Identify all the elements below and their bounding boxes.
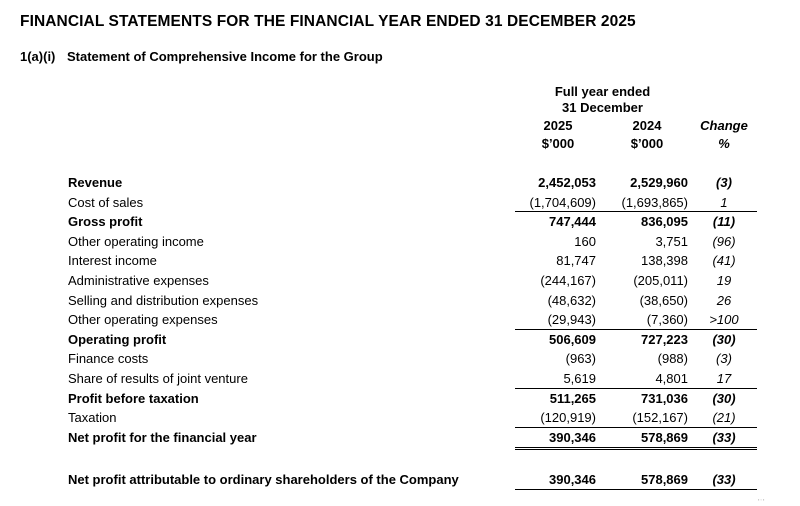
value-2024: 731,036 [641, 390, 688, 406]
row-label: Net profit for the financial year [68, 429, 257, 445]
value-change: (11) [712, 214, 736, 230]
section-number: 1(a)(i) [20, 49, 56, 64]
section-heading [20, 49, 383, 64]
table-row-share-of-jv [68, 369, 758, 389]
row-label: Gross profit [68, 214, 143, 230]
value-2025: (1,704,609) [529, 194, 596, 210]
value-2024: (205,011) [633, 273, 688, 288]
value-2025: 511,265 [549, 390, 596, 406]
value-2025: 2,452,053 [538, 175, 596, 190]
value-2025: (244,167) [540, 273, 596, 288]
value-change: (41) [712, 253, 736, 269]
value-2024: 138,398 [641, 253, 688, 269]
value-2024: 4,801 [655, 371, 688, 386]
subtotal-rule-profit-before-tax [515, 388, 757, 389]
value-change: (30) [712, 331, 736, 347]
row-label: Operating profit [68, 331, 167, 347]
row-label: Share of results of joint venture [68, 371, 248, 386]
table-row-finance-costs [68, 349, 758, 369]
value-2025: (48,632) [547, 292, 596, 308]
period-header-line1: Full year ended [554, 84, 651, 99]
value-2025: 390,346 [549, 429, 596, 445]
section-title: Statement of Comprehensive Income for the Group [67, 49, 383, 64]
total-rule-attributable [515, 489, 757, 490]
total-double-rule-net-profit [515, 447, 757, 450]
value-2024: 578,869 [641, 472, 688, 487]
value-2024: (1,693,865) [621, 194, 688, 210]
value-2024: (988) [657, 351, 688, 367]
table-row-operating-profit [68, 330, 758, 350]
unit-header-change: % [718, 136, 730, 151]
value-2025: 506,609 [549, 331, 596, 347]
value-2024: 2,529,960 [630, 175, 688, 190]
table-row-attributable [68, 470, 758, 490]
value-2024: (152,167) [632, 410, 688, 426]
row-label: Selling and distribution expenses [68, 292, 259, 308]
row-label: Other operating income [68, 233, 204, 249]
page-title: FINANCIAL STATEMENTS FOR THE FINANCIAL YEAR ENDED 31 DECEMBER 2025 [20, 13, 636, 30]
value-change: (33) [712, 429, 736, 445]
value-2025: (120,919) [540, 410, 596, 426]
row-label: Administrative expenses [68, 273, 209, 288]
row-label: Taxation [68, 410, 117, 426]
column-header-2025: 2025 [543, 118, 573, 133]
value-change: 19 [716, 273, 732, 288]
unit-header-2025: $’000 [541, 136, 575, 151]
table-row-administrative-expenses [68, 271, 758, 291]
value-2024: 727,223 [641, 331, 688, 347]
subtotal-rule-gross-profit [515, 211, 757, 212]
value-change: (21) [712, 410, 736, 426]
watermark: ▪ ▫ ▪ [758, 497, 765, 502]
table-row-cost-of-sales [68, 193, 758, 213]
table-row-net-profit [68, 428, 758, 448]
value-2025: 160 [574, 233, 596, 249]
value-change: (30) [712, 390, 736, 406]
column-header-change: Change [700, 118, 748, 133]
row-label: Profit before taxation [68, 390, 199, 406]
table-row-other-operating-expenses [68, 310, 758, 330]
value-2025: (29,943) [547, 312, 596, 328]
table-row-interest-income [68, 251, 758, 271]
row-label: Other operating expenses [68, 312, 218, 328]
table-row-other-operating-income [68, 232, 758, 252]
value-change: 17 [716, 371, 732, 386]
table-row-gross-profit [68, 212, 758, 232]
period-header [515, 84, 690, 116]
period-header-line2: 31 December [562, 100, 643, 115]
value-2024: (7,360) [646, 312, 688, 328]
value-change: >100 [709, 312, 739, 328]
row-label: Revenue [68, 175, 123, 190]
unit-header-2024: $’000 [630, 136, 664, 151]
value-2025: 747,444 [549, 214, 596, 230]
value-2025: 390,346 [549, 472, 596, 487]
table-row-selling-distribution-expenses [68, 291, 758, 311]
table-row-revenue [68, 173, 758, 193]
value-change: (33) [712, 472, 736, 487]
value-change: 1 [720, 194, 728, 210]
value-2025: 5,619 [563, 371, 596, 386]
value-change: (3) [716, 351, 732, 367]
value-change: (3) [716, 175, 732, 190]
table-row-taxation [68, 408, 758, 428]
subtotal-rule-operating-profit [515, 329, 757, 330]
value-change: (96) [712, 233, 736, 249]
value-change: 26 [716, 292, 732, 308]
column-header-2024: 2024 [632, 118, 662, 133]
value-2024: 836,095 [641, 214, 688, 230]
value-2024: 3,751 [655, 233, 688, 249]
row-label: Finance costs [68, 351, 149, 367]
row-label: Cost of sales [68, 194, 144, 210]
table-row-profit-before-tax [68, 389, 758, 409]
row-label: Interest income [68, 253, 157, 269]
value-2024: (38,650) [639, 292, 688, 308]
value-2024: 578,869 [641, 429, 688, 445]
value-2025: (963) [565, 351, 596, 367]
subtotal-rule-net-profit [515, 427, 757, 428]
value-2025: 81,747 [556, 253, 596, 269]
row-label: Net profit attributable to ordinary shareholders of the Company [68, 472, 459, 487]
